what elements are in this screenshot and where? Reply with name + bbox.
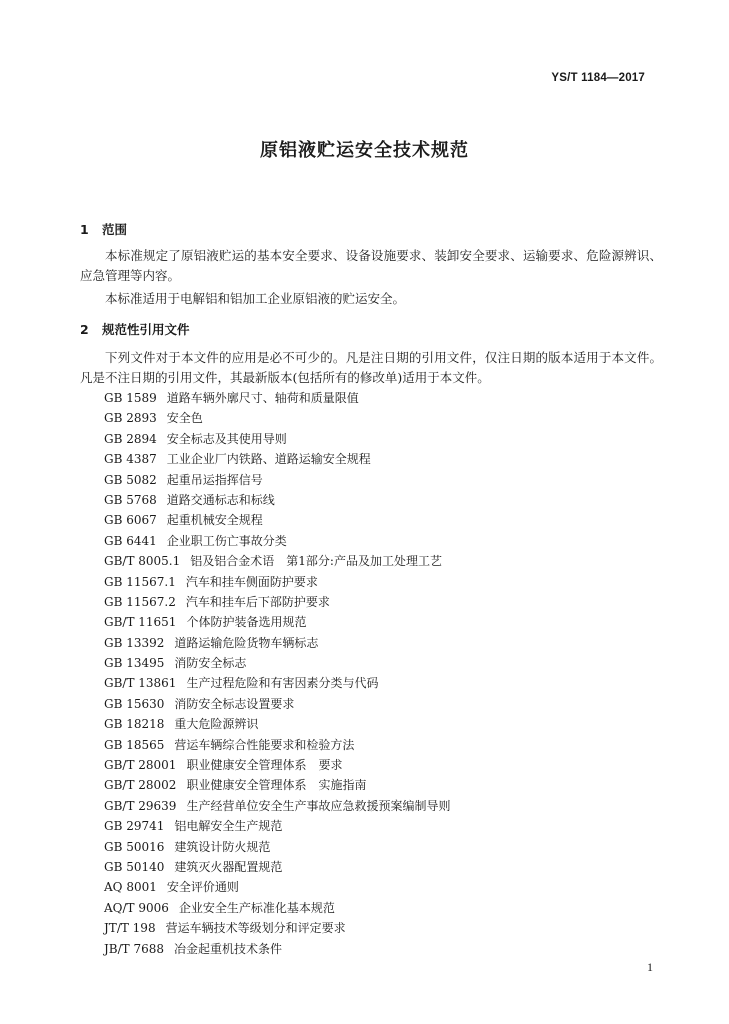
- reference-code: GB 1589: [104, 391, 157, 405]
- reference-code: GB 5768: [104, 492, 157, 507]
- reference-item: [104, 837, 450, 857]
- reference-code: GB 13392: [104, 635, 165, 650]
- reference-item: [104, 694, 450, 714]
- reference-code: JB/T 7688: [104, 941, 165, 956]
- section-heading-2: [80, 320, 190, 338]
- reference-item: [104, 408, 450, 428]
- reference-code: GB 50140: [104, 859, 165, 874]
- reference-code: AQ 8001: [104, 880, 157, 895]
- reference-list: [104, 388, 450, 959]
- reference-item: [104, 531, 450, 551]
- reference-item: [104, 633, 450, 653]
- reference-code: GB 50016: [104, 839, 165, 854]
- reference-title: 汽车和挂车后下部防护要求: [185, 594, 330, 609]
- reference-title: 建筑灭火器配置规范: [174, 859, 283, 874]
- reference-code: GB 29741: [104, 819, 165, 834]
- reference-title: 安全标志及其使用导则: [166, 431, 287, 446]
- reference-item: [104, 572, 450, 592]
- reference-title: 营运车辆综合性能要求和检验方法: [174, 737, 355, 752]
- reference-title: 建筑设计防火规范: [174, 839, 271, 854]
- reference-item: [104, 612, 450, 632]
- reference-item: [104, 592, 450, 612]
- reference-title: 起重机械安全规程: [166, 513, 263, 528]
- reference-title: 职业健康安全管理体系 要求: [186, 758, 343, 773]
- reference-code: GB 5082: [104, 472, 157, 487]
- section-number: 1: [80, 222, 89, 237]
- reference-title: 企业职工伤亡事故分类: [166, 533, 287, 548]
- paragraph: 下列文件对于本文件的应用是必不可少的。凡是注日期的引用文件，仅注日期的版本适用于本文件。凡是不注日期的引用文件，其最新版本(包括所有的修改单)适用于本文件。: [80, 350, 662, 385]
- reference-title: 安全评价通则: [166, 880, 239, 895]
- reference-item: [104, 429, 450, 449]
- reference-title: 铝及铝合金术语 第1部分:产品及加工处理工艺: [190, 554, 442, 569]
- reference-code: GB 13495: [104, 656, 165, 671]
- reference-code: GB 11567.2: [104, 594, 176, 609]
- reference-title: 重大危险源辨识: [174, 717, 259, 732]
- reference-title: 企业安全生产标准化基本规范: [178, 900, 335, 915]
- reference-item: [104, 898, 450, 918]
- reference-item: [104, 857, 450, 877]
- reference-item: [104, 490, 450, 510]
- reference-code: AQ/T 9006: [104, 900, 169, 915]
- reference-code: GB 2893: [104, 411, 157, 426]
- reference-item: [104, 653, 450, 673]
- paragraph: 本标准适用于电解铝和铝加工企业原铝液的贮运安全。: [105, 291, 406, 306]
- reference-title: 生产经营单位安全生产事故应急救援预案编制导则: [186, 798, 451, 813]
- reference-item: [104, 755, 450, 775]
- reference-item: [104, 714, 450, 734]
- reference-item: [104, 877, 450, 897]
- paragraph: 本标准规定了原铝液贮运的基本安全要求、设备设施要求、装卸安全要求、运输要求、危险源辨识、应急管理等内容。: [80, 248, 662, 283]
- reference-code: GB/T 28001: [104, 758, 177, 773]
- reference-code: GB 18218: [104, 717, 165, 732]
- reference-code: GB/T 29639: [104, 798, 177, 813]
- reference-item: [104, 796, 450, 816]
- reference-code: GB/T 13861: [104, 676, 177, 691]
- reference-item: [104, 939, 450, 959]
- reference-item: [104, 673, 450, 693]
- reference-title: 起重吊运指挥信号: [166, 472, 263, 487]
- reference-title: 营运车辆技术等级划分和评定要求: [165, 921, 346, 936]
- reference-code: GB/T 28002: [104, 778, 177, 793]
- reference-code: GB 4387: [104, 452, 157, 467]
- reference-title: 个体防护装备选用规范: [186, 615, 307, 630]
- reference-code: GB 11567.1: [104, 574, 176, 589]
- section-title: 范围: [102, 222, 128, 237]
- reference-item: [104, 816, 450, 836]
- reference-item: [104, 551, 450, 571]
- reference-title: 道路运输危险货物车辆标志: [174, 635, 319, 650]
- reference-code: GB/T 8005.1: [104, 554, 181, 569]
- reference-item: [104, 510, 450, 530]
- reference-code: GB 18565: [104, 737, 165, 752]
- reference-code: GB 2894: [104, 431, 157, 446]
- reference-title: 工业企业厂内铁路、道路运输安全规程: [166, 452, 371, 467]
- reference-title: 职业健康安全管理体系 实施指南: [186, 778, 367, 793]
- reference-title: 汽车和挂车侧面防护要求: [185, 574, 318, 589]
- reference-code: JT/T 198: [104, 921, 156, 936]
- reference-title: 消防安全标志设置要求: [174, 696, 295, 711]
- reference-item: [104, 918, 450, 938]
- section-title: 规范性引用文件: [102, 322, 190, 337]
- reference-item: [104, 775, 450, 795]
- reference-title: 消防安全标志: [174, 656, 247, 671]
- document-title: 原铝液贮运安全技术规范: [260, 140, 469, 161]
- reference-item: [104, 735, 450, 755]
- section-number: 2: [80, 322, 89, 337]
- reference-title: 冶金起重机技术条件: [174, 941, 283, 956]
- reference-code: GB 15630: [104, 696, 165, 711]
- reference-code: GB/T 11651: [104, 615, 177, 630]
- reference-item: [104, 449, 450, 469]
- reference-title: 道路车辆外廓尺寸、轴荷和质量限值: [166, 391, 359, 405]
- reference-title: 道路交通标志和标线: [166, 492, 275, 507]
- reference-item: [104, 388, 450, 408]
- reference-title: 生产过程危险和有害因素分类与代码: [186, 676, 379, 691]
- reference-title: 铝电解安全生产规范: [174, 819, 283, 834]
- section-heading-1: [80, 220, 127, 238]
- reference-item: [104, 470, 450, 490]
- reference-title: 安全色: [166, 411, 203, 426]
- reference-code: GB 6067: [104, 513, 157, 528]
- reference-code: GB 6441: [104, 533, 157, 548]
- page-number: 1: [647, 960, 653, 974]
- standard-code: YS/T 1184—2017: [551, 72, 645, 84]
